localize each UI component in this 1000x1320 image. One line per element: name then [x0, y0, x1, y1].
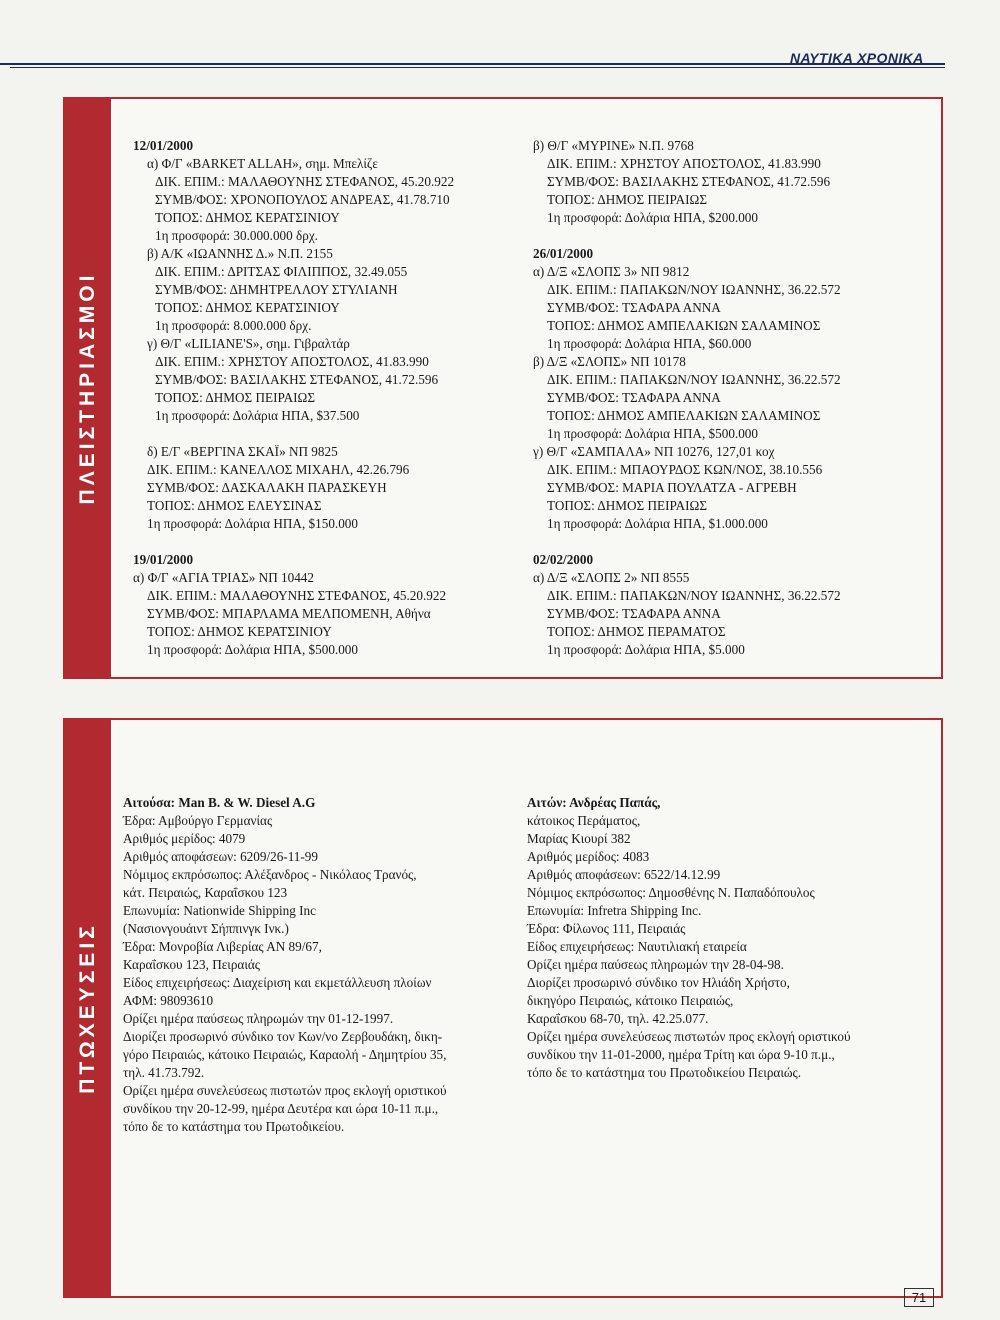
entry-heading: Αιτών: Ανδρέας Παπάς,	[527, 795, 661, 810]
text-line: β) Α/Κ «ΙΩΑΝΝΗΣ Δ.» Ν.Π. 2155	[147, 246, 333, 261]
text-line: Έδρα: Μονροβία Λιβερίας ΑΝ 89/67,	[123, 939, 322, 954]
text-line: ΔΙΚ. ΕΠΙΜ.: ΠΑΠΑΚΩΝ/ΝΟΥ ΙΩΑΝΝΗΣ, 36.22.572	[547, 588, 841, 603]
text-line: α) Δ/Ξ «ΣΛΟΠΣ 3» ΝΠ 9812	[533, 264, 690, 279]
auctions-section-title: ΠΛΕΙΣΤΗΡΙΑΣΜΟΙ	[76, 271, 99, 505]
text-line: 1η προσφορά: Δολάρια ΗΠΑ, $5.000	[547, 642, 745, 657]
text-line: ΤΟΠΟΣ: ΔΗΜΟΣ ΑΜΠΕΛΑΚΙΩΝ ΣΑΛΑΜΙΝΟΣ	[547, 408, 821, 423]
text-line: ΔΙΚ. ΕΠΙΜ.: ΔΡΙΤΣΑΣ ΦΙΛΙΠΠΟΣ, 32.49.055	[155, 264, 408, 279]
date-heading: 26/01/2000	[533, 246, 594, 261]
text-line: Διορίζει προσωρινό σύνδικο τον Ηλιάδη Χρήστο,	[527, 975, 790, 990]
text-line: ΣΥΜΒ/ΦΟΣ: ΧΡΟΝΟΠΟΥΛΟΣ ΑΝΔΡΕΑΣ, 41.78.710	[155, 192, 450, 207]
text-line: ΣΥΜΒ/ΦΟΣ: ΜΠΑΡΛΑΜΑ ΜΕΛΠΟΜΕΝΗ, Αθήνα	[147, 606, 431, 621]
text-line: δικηγόρο Πειραιώς, κάτοικο Πειραιώς,	[527, 993, 734, 1008]
auctions-left-column	[133, 137, 523, 659]
text-line: τηλ. 41.73.792.	[123, 1065, 205, 1080]
text-line: β) Δ/Ξ «ΣΛΟΠΣ» ΝΠ 10178	[533, 354, 686, 369]
text-line: ΔΙΚ. ΕΠΙΜ.: ΜΑΛΑΘΟΥΝΗΣ ΣΤΕΦΑΝΟΣ, 45.20.922	[147, 588, 447, 603]
text-line: κάτοικος Περάματος,	[527, 813, 641, 828]
text-line: ΔΙΚ. ΕΠΙΜ.: ΠΑΠΑΚΩΝ/ΝΟΥ ΙΩΑΝΝΗΣ, 36.22.572	[547, 282, 841, 297]
text-line: Νόμιμος εκπρόσωπος: Αλέξανδρος - Νικόλαος Τρανός,	[123, 867, 417, 882]
text-line: ΣΥΜΒ/ΦΟΣ: ΤΣΑΦΑΡΑ ΑΝΝΑ	[547, 390, 721, 405]
text-line: Αριθμός μερίδος: 4083	[527, 849, 650, 864]
text-line: Είδος επιχειρήσεως: Ναυτιλιακή εταιρεία	[527, 939, 747, 954]
text-line: α) Φ/Γ «BARKET ALLAH», σημ. Μπελίζε	[147, 156, 378, 171]
text-line: Ορίζει ημέρα συνελεύσεως πιστωτών προς εκλογή οριστικού	[123, 1083, 447, 1098]
text-line: δ) Ε/Γ «ΒΕΡΓΙΝΑ ΣΚΑΪ» ΝΠ 9825	[147, 444, 338, 459]
text-line: συνδίκου την 20-12-99, ημέρα Δευτέρα και ώρα 10-11 π.μ.,	[123, 1101, 439, 1116]
text-line: γ) Θ/Γ «LILIANE'S», σημ. Γιβραλτάρ	[147, 336, 350, 351]
text-line: 1η προσφορά: 8.000.000 δρχ.	[155, 318, 312, 333]
text-line: Επωνυμία: Infretra Shipping Inc.	[527, 903, 702, 918]
text-line: α) Δ/Ξ «ΣΛΟΠΣ 2» ΝΠ 8555	[533, 570, 690, 585]
text-line: 1η προσφορά: Δολάρια ΗΠΑ, $200.000	[547, 210, 758, 225]
text-line: ΣΥΜΒ/ΦΟΣ: ΔΗΜΗΤΡΕΛΛΟΥ ΣΤΥΛΙΑΝΗ	[155, 282, 398, 297]
text-line: 1η προσφορά: Δολάρια ΗΠΑ, $37.500	[155, 408, 360, 423]
text-line: Έδρα: Αμβούργο Γερμανίας	[123, 813, 273, 828]
text-line: ΤΟΠΟΣ: ΔΗΜΟΣ ΚΕΡΑΤΣΙΝΙΟΥ	[147, 624, 332, 639]
text-line: 1η προσφορά: Δολάρια ΗΠΑ, $500.000	[547, 426, 758, 441]
text-line: κάτ. Πειραιώς, Καραΐσκου 123	[123, 885, 288, 900]
text-line: ΔΙΚ. ΕΠΙΜ.: ΜΠΑΟΥΡΔΟΣ ΚΩΝ/ΝΟΣ, 38.10.556	[547, 462, 823, 477]
text-line: τόπο δε το κατάστημα του Πρωτοδικείου.	[123, 1119, 345, 1134]
text-line: ΤΟΠΟΣ: ΔΗΜΟΣ ΠΕΙΡΑΙΩΣ	[547, 498, 708, 513]
spacer	[133, 533, 523, 551]
text-line: Νόμιμος εκπρόσωπος: Δημοσθένης Ν. Παπαδόπουλος	[527, 885, 815, 900]
text-line: ΤΟΠΟΣ: ΔΗΜΟΣ ΠΕΡΑΜΑΤΟΣ	[547, 624, 726, 639]
date-heading: 19/01/2000	[133, 552, 194, 567]
date-heading: 02/02/2000	[533, 552, 594, 567]
text-line: ΣΥΜΒ/ΦΟΣ: ΜΑΡΙΑ ΠΟΥΛΑΤΖΑ - ΑΓΡΕΒΗ	[547, 480, 797, 495]
text-line: Καραΐσκου 123, Πειραιάς	[123, 957, 261, 972]
text-line: Είδος επιχειρήσεως: Διαχείριση και εκμετάλλευση πλοίων	[123, 975, 432, 990]
text-line: Αριθμός αποφάσεων: 6209/26-11-99	[123, 849, 318, 864]
text-line: 1η προσφορά: Δολάρια ΗΠΑ, $1.000.000	[547, 516, 768, 531]
text-line: α) Φ/Γ «ΑΓΙΑ ΤΡΙΑΣ» ΝΠ 10442	[133, 570, 314, 585]
text-line: συνδίκου την 11-01-2000, ημέρα Τρίτη και ώρα 9-10 π.μ.,	[527, 1047, 835, 1062]
bankruptcies-panel	[63, 718, 943, 1298]
text-line: ΔΙΚ. ΕΠΙΜ.: ΧΡΗΣΤΟΥ ΑΠΟΣΤΟΛΟΣ, 41.83.990	[155, 354, 429, 369]
text-line: Μαρίας Κιουρί 382	[527, 831, 631, 846]
text-line: Αριθμός μερίδος: 4079	[123, 831, 246, 846]
text-line: ΔΙΚ. ΕΠΙΜ.: ΧΡΗΣΤΟΥ ΑΠΟΣΤΟΛΟΣ, 41.83.990	[547, 156, 821, 171]
text-line: Ορίζει ημέρα παύσεως πληρωμών την 28-04-98.	[527, 957, 784, 972]
text-line: τόπο δε το κατάστημα του Πρωτοδικείου Πειραιώς.	[527, 1065, 802, 1080]
bankruptcies-sidebar	[65, 720, 111, 1296]
text-line: Διορίζει προσωρινό σύνδικο τον Κων/νο Ζερβουδάκη, δικη-	[123, 1029, 443, 1044]
text-line: ΔΙΚ. ΕΠΙΜ.: ΜΑΛΑΘΟΥΝΗΣ ΣΤΕΦΑΝΟΣ, 45.20.922	[155, 174, 455, 189]
text-line: 1η προσφορά: Δολάρια ΗΠΑ, $60.000	[547, 336, 752, 351]
bankruptcies-right-column	[527, 794, 932, 1082]
text-line: ΣΥΜΒ/ΦΟΣ: ΤΣΑΦΑΡΑ ΑΝΝΑ	[547, 300, 721, 315]
text-line: 1η προσφορά: Δολάρια ΗΠΑ, $500.000	[147, 642, 358, 657]
entry-heading: Αιτούσα: Man B. & W. Diesel A.G	[123, 795, 316, 810]
bankruptcies-left-column	[123, 794, 515, 1136]
text-line: γόρο Πειραιώς, κάτοικο Πειραιώς, Καραολή - Δημητρίου 35,	[123, 1047, 447, 1062]
text-line: ΔΙΚ. ΕΠΙΜ.: ΠΑΠΑΚΩΝ/ΝΟΥ ΙΩΑΝΝΗΣ, 36.22.572	[547, 372, 841, 387]
text-line: ΣΥΜΒ/ΦΟΣ: ΒΑΣΙΛΑΚΗΣ ΣΤΕΦΑΝΟΣ, 41.72.596	[155, 372, 439, 387]
bankruptcies-section-title: ΠΤΩΧΕΥΣΕΙΣ	[76, 922, 99, 1094]
text-line: γ) Θ/Γ «ΣΑΜΠΑΛΑ» ΝΠ 10276, 127,01 κοχ	[533, 444, 775, 459]
text-line: Επωνυμία: Nationwide Shipping Inc	[123, 903, 316, 918]
text-line: ΤΟΠΟΣ: ΔΗΜΟΣ ΚΕΡΑΤΣΙΝΙΟΥ	[155, 300, 340, 315]
spacer	[533, 227, 933, 245]
text-line: Ορίζει ημέρα παύσεως πληρωμών την 01-12-1997.	[123, 1011, 394, 1026]
text-line: 1η προσφορά: Δολάρια ΗΠΑ, $150.000	[147, 516, 358, 531]
text-line: ΤΟΠΟΣ: ΔΗΜΟΣ ΕΛΕΥΣΙΝΑΣ	[147, 498, 322, 513]
date-heading: 12/01/2000	[133, 138, 194, 153]
magazine-brand: ΝΑΥΤΙΚΑ ΧΡΟΝΙΚΑ	[790, 50, 924, 66]
text-line: ΤΟΠΟΣ: ΔΗΜΟΣ ΑΜΠΕΛΑΚΙΩΝ ΣΑΛΑΜΙΝΟΣ	[547, 318, 821, 333]
text-line: (Νασιονγουάιντ Σήππινγκ Ινκ.)	[123, 921, 289, 936]
text-line: ΣΥΜΒ/ΦΟΣ: ΒΑΣΙΛΑΚΗΣ ΣΤΕΦΑΝΟΣ, 41.72.596	[547, 174, 831, 189]
auctions-sidebar	[65, 99, 111, 677]
text-line: ΤΟΠΟΣ: ΔΗΜΟΣ ΠΕΙΡΑΙΩΣ	[547, 192, 708, 207]
text-line: Καραΐσκου 68-70, τηλ. 42.25.077.	[527, 1011, 709, 1026]
text-line: 1η προσφορά: 30.000.000 δρχ.	[155, 228, 318, 243]
auctions-panel	[63, 97, 943, 679]
text-line: Ορίζει ημέρα συνελεύσεως πιστωτών προς εκλογή οριστικού	[527, 1029, 851, 1044]
auctions-right-column	[533, 137, 933, 659]
text-line: ΤΟΠΟΣ: ΔΗΜΟΣ ΠΕΙΡΑΙΩΣ	[155, 390, 316, 405]
spacer	[133, 425, 523, 443]
text-line: ΔΙΚ. ΕΠΙΜ.: ΚΑΝΕΛΛΟΣ ΜΙΧΑΗΛ, 42.26.796	[147, 462, 410, 477]
text-line: Αριθμός αποφάσεων: 6522/14.12.99	[527, 867, 721, 882]
spacer	[533, 533, 933, 551]
text-line: Έδρα: Φίλωνος 111, Πειραιάς	[527, 921, 686, 936]
page-number: 71	[904, 1288, 934, 1307]
text-line: ΣΥΜΒ/ΦΟΣ: ΤΣΑΦΑΡΑ ΑΝΝΑ	[547, 606, 721, 621]
text-line: ΤΟΠΟΣ: ΔΗΜΟΣ ΚΕΡΑΤΣΙΝΙΟΥ	[155, 210, 340, 225]
text-line: ΣΥΜΒ/ΦΟΣ: ΔΑΣΚΑΛΑΚΗ ΠΑΡΑΣΚΕΥΗ	[147, 480, 387, 495]
text-line: β) Θ/Γ «ΜΥΡΙΝΕ» Ν.Π. 9768	[533, 138, 694, 153]
text-line: ΑΦΜ: 98093610	[123, 993, 214, 1008]
